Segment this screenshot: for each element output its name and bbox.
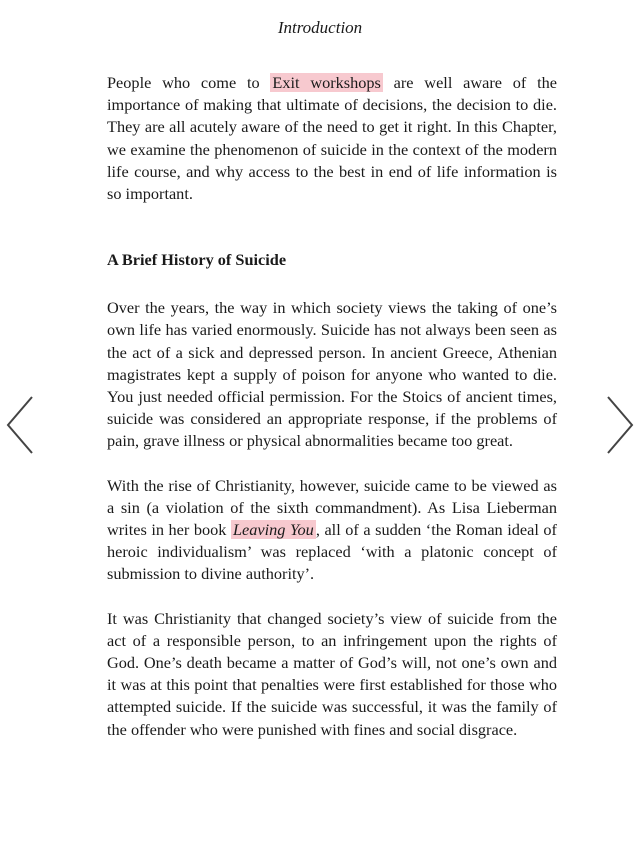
chevron-right-icon <box>604 393 636 457</box>
page-content <box>107 72 557 741</box>
history-paragraph-1: Over the years, the way in which society views the taking of one’s own life has varied enormously. Suicide has not always been seen as the act of a sick and depressed person. In ancient Greece, Athenian magistrates kept a supply of poison for anyone who wanted to die. You just needed official permission. For the Stoics of ancient times, suicide was considered an appropriate response, if the problems of pain, grave illness or physical abnormalities became too great. <box>107 298 557 451</box>
paragraph-2-text-start: With the rise of Christianity, however, suicide came to be viewed as a sin (a violation of the sixth commandment). As Lisa Lieberman writes in her book <box>107 475 557 540</box>
intro-text-end: are well aware of the importance of making that ultimate of decisions, the decision to die. They are all acutely aware of the need to get it right. In this Chapter, we examine the phenomenon of suicide in the context of the modern life course, and why access to the best in end of life information is so important. <box>107 73 557 204</box>
running-header: Introduction <box>277 18 363 37</box>
paragraph-2-text-end: , all of a sudden ‘the Roman ideal of heroic individualism’ was replaced ‘with a platonic concept of submission to divine authority’. <box>107 520 557 584</box>
history-paragraph-3: It was Christianity that changed society’s view of suicide from the act of a responsible person, to an infringement upon the rights of God. One’s death became a matter of God’s will, not one’s own and it was at this point that penalties were first established for those who attempted suicide. If the suicide was successful, it was the family of the offender who were punished with fines and social disgrace. <box>107 608 557 739</box>
intro-paragraph <box>107 72 557 205</box>
highlight-leaving-you[interactable]: Leaving You <box>232 520 314 540</box>
intro-text-start: People who come to <box>107 73 271 92</box>
highlight-exit-workshops[interactable]: Exit workshops <box>272 73 381 92</box>
next-page-button[interactable] <box>604 393 636 457</box>
history-paragraph-2 <box>107 475 557 586</box>
section-heading: A Brief History of Suicide <box>107 250 287 270</box>
chevron-left-icon <box>4 393 36 457</box>
previous-page-button[interactable] <box>4 393 36 457</box>
